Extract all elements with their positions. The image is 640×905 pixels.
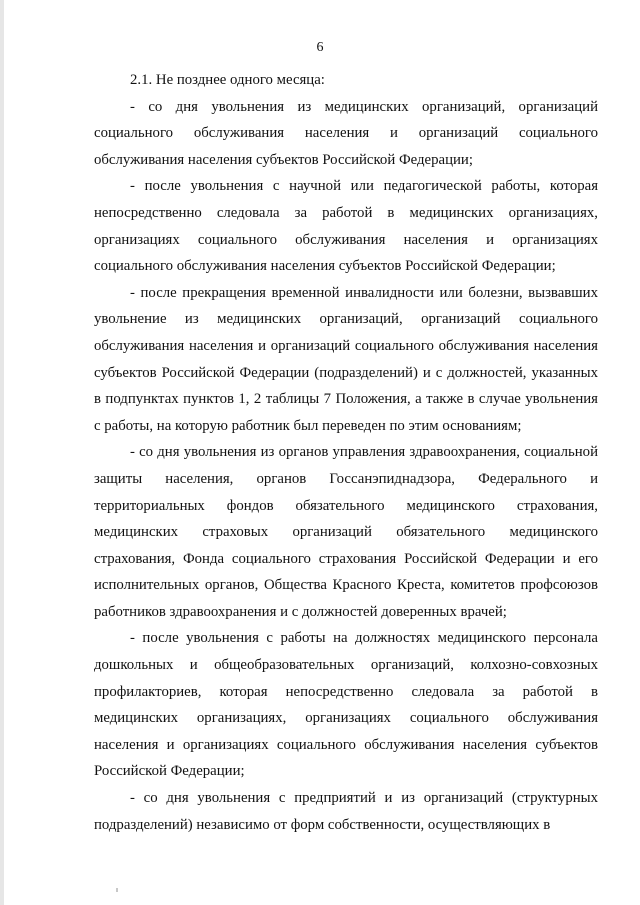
paragraph-heading: 2.1. Не позднее одного месяца: — [130, 72, 325, 88]
paragraph: - после прекращения временной инвалидности или болезни, вызвавших увольнение из медицинских организаций, организаций социального обслуживания населения и организаций социального обслуживания населения субъектов Российской Федерации (подразделений) и с должностей, указанных в подпунктах пунктов 1, 2 таблицы 7 Положения, а также в случае увольнения с работы, на которую работник был переведен по этим основаниям; — [94, 284, 598, 434]
paragraph: - после увольнения с научной или педагогической работы, которая непосредственно следовала за работой в медицинских организациях, организациях социального обслуживания населения и организациях социального обслуживания населения субъектов Российской Федерации; — [94, 178, 598, 275]
paragraph: - со дня увольнения с предприятий и из организаций (структурных подразделений) независимо от форм собственности, осуществляющих в — [94, 790, 598, 833]
document-body — [94, 67, 598, 838]
scan-mark — [116, 888, 118, 892]
scan-edge — [0, 0, 4, 905]
paragraph: - со дня увольнения из органов управления здравоохранения, социальной защиты населения, органов Госсанэпиднадзора, Федерального и территориальных фондов обязательного медицинского страхования, медицинских страховых организаций обязательного медицинского страхования, Фонда социального страхования Российской Федерации и его исполнительных органов, Общества Красного Креста, комитетов профсоюзов работников здравоохранения и с должностей доверенных врачей; — [94, 444, 598, 620]
paragraph: - со дня увольнения из медицинских организаций, организаций социального обслуживания населения и организаций социального обслуживания населения субъектов Российской Федерации; — [94, 98, 598, 168]
paragraph: - после увольнения с работы на должностях медицинского персонала дошкольных и общеобразовательных организаций, колхозно-совхозных профилакториев, которая непосредственно следовала за работой в медицинских организациях, организациях социального обслуживания населения и организациях социального обслуживания населения субъектов Российской Федерации; — [94, 630, 598, 780]
page-number: 6 — [316, 40, 324, 55]
